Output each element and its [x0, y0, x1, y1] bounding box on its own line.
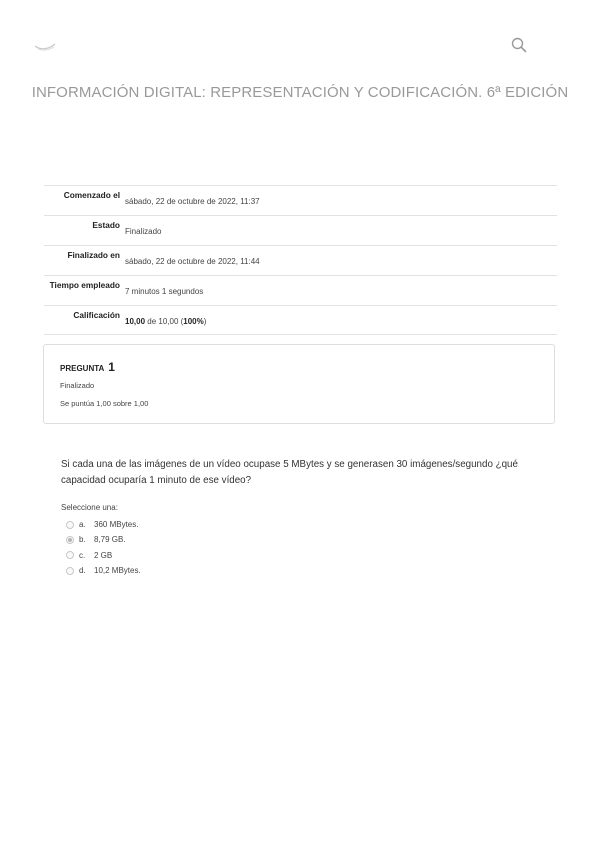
answer-option-d[interactable]: [66, 563, 141, 578]
summary-row-grade: [44, 305, 557, 335]
summary-label: Tiempo empleado: [49, 280, 120, 290]
summary-value: sábado, 22 de octubre de 2022, 11:37: [125, 197, 260, 206]
question-number: 1: [108, 360, 115, 374]
answer-option-c[interactable]: [66, 548, 141, 563]
answer-text: 2 GB: [94, 550, 113, 560]
grade-percent: 100%: [183, 317, 204, 326]
question-title: [60, 360, 115, 374]
answer-prompt: Seleccione una:: [61, 503, 118, 512]
answer-options: [66, 517, 141, 578]
radio-button[interactable]: [66, 567, 74, 575]
radio-button[interactable]: [66, 521, 74, 529]
summary-label: Finalizado en: [67, 250, 120, 260]
search-icon[interactable]: [511, 37, 527, 53]
answer-text: 8,79 GB.: [94, 535, 126, 545]
answer-letter: c.: [79, 550, 86, 560]
radio-button[interactable]: [66, 551, 74, 559]
grade-score: 10,00: [125, 317, 146, 326]
answer-letter: a.: [79, 520, 86, 530]
question-info-box: [43, 344, 555, 424]
answer-text: 10,2 MBytes.: [94, 566, 141, 576]
answer-text: 360 MBytes.: [94, 520, 139, 530]
question-text: Si cada una de las imágenes de un vídeo ocupase 5 MBytes y se generasen 30 imágenes/segundo ¿qué capacidad ocuparía 1 minuto de ese vídeo?: [61, 459, 518, 486]
attempt-summary-table: [44, 185, 557, 335]
summary-row-finished: [44, 245, 557, 275]
summary-label: Comenzado el: [63, 190, 120, 200]
question-label: PREGUNTA: [60, 364, 104, 373]
answer-letter: b.: [79, 535, 86, 545]
grade-middle: de 10,00 (: [145, 317, 184, 326]
summary-row-time-taken: [44, 275, 557, 305]
summary-value: Finalizado: [125, 227, 162, 236]
summary-label: Estado: [92, 220, 120, 230]
grade-value: [120, 306, 206, 334]
answer-option-a[interactable]: [66, 517, 141, 532]
summary-label: Calificación: [73, 310, 120, 320]
answer-letter: d.: [79, 566, 86, 576]
question-grade: Se puntúa 1,00 sobre 1,00: [60, 399, 149, 408]
summary-value: sábado, 22 de octubre de 2022, 11:44: [125, 257, 260, 266]
summary-row-state: [44, 215, 557, 245]
grade-end: ): [203, 317, 207, 326]
answer-option-b[interactable]: [66, 532, 141, 547]
logo-mark-icon[interactable]: [34, 40, 56, 52]
summary-value: 7 minutos 1 segundos: [125, 287, 204, 296]
question-state: Finalizado: [60, 381, 95, 390]
radio-button-selected[interactable]: [66, 536, 74, 544]
course-title: INFORMACIÓN DIGITAL: REPRESENTACIÓN Y CODIFICACIÓN. 6ª EDICIÓN: [31, 84, 569, 101]
summary-row-started: [44, 185, 557, 215]
